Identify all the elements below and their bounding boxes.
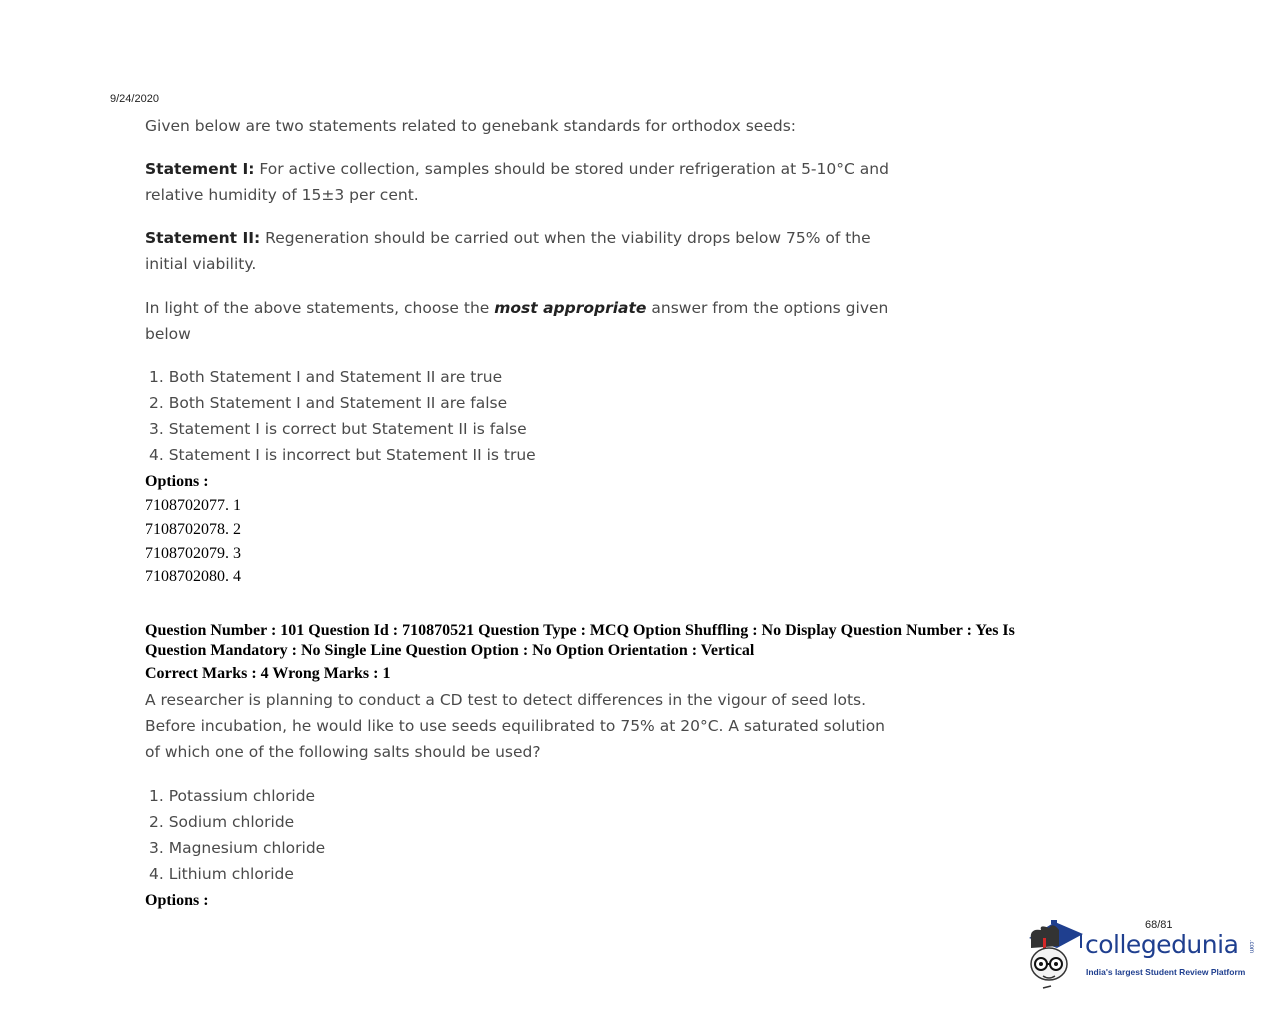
q101-choice-list: [149, 783, 325, 887]
meta-line: Question Number : 101 Question Id : 710870521 Question Type : MCQ Option Shuffling : No Display Question Number : Yes Is: [145, 622, 1015, 639]
q100-statement-1: [145, 156, 889, 208]
statement-2-label: Statement II:: [145, 229, 261, 247]
prompt-text-end: answer from the options given: [646, 299, 889, 317]
statement-2-text-cont: initial viability.: [145, 255, 257, 273]
mascot-icon: [1025, 918, 1085, 990]
list-item: 2. Both Statement I and Statement II are false: [149, 394, 508, 412]
question-line: A researcher is planning to conduct a CD test to detect differences in the vigour of seed lots.: [145, 691, 867, 709]
q100-options-list: [145, 494, 241, 589]
option-id: 7108702079. 3: [145, 544, 241, 562]
statement-1-text: For active collection, samples should be stored under refrigeration at 5-10°C and: [254, 160, 889, 178]
brand-tagline: India's largest Student Review Platform: [1086, 967, 1246, 977]
list-item: 3. Statement I is correct but Statement II is false: [149, 420, 527, 438]
brand-suffix: .com: [1248, 940, 1254, 954]
option-id: 7108702080. 4: [145, 568, 241, 586]
statement-2-text: Regeneration should be carried out when the viability drops below 75% of the: [260, 229, 871, 247]
list-item: 3. Magnesium chloride: [149, 839, 326, 857]
prompt-text-cont: below: [145, 325, 191, 343]
list-item: 1. Potassium chloride: [149, 787, 316, 805]
q100-statement-2: [145, 225, 871, 277]
list-item: 4. Statement I is incorrect but Statement II is true: [149, 446, 536, 464]
prompt-text: In light of the above statements, choose the: [145, 299, 495, 317]
q100-intro: Given below are two statements related to genebank standards for orthodox seeds:: [145, 117, 797, 135]
list-item: 4. Lithium chloride: [149, 865, 294, 883]
print-date: 9/24/2020: [110, 93, 159, 105]
prompt-emphasis: most appropriate: [494, 299, 647, 317]
q100-prompt: [145, 295, 888, 347]
list-item: 1. Both Statement I and Statement II are true: [149, 368, 503, 386]
q101-meta: [145, 621, 1145, 684]
page-number: 68/81: [1145, 919, 1173, 931]
marks-line: Correct Marks : 4 Wrong Marks : 1: [145, 665, 391, 682]
question-line: Before incubation, he would like to use seeds equilibrated to 75% at 20°C. A saturated solution: [145, 717, 886, 735]
option-id: 7108702078. 2: [145, 520, 241, 538]
option-id: 7108702077. 1: [145, 497, 241, 514]
list-item: 2. Sodium chloride: [149, 813, 295, 831]
q100-choice-list: [149, 364, 536, 468]
meta-line: Question Mandatory : No Single Line Question Option : No Option Orientation : Vertical: [145, 642, 755, 659]
brand-name: collegedunia: [1085, 930, 1239, 959]
statement-1-label: Statement I:: [145, 160, 255, 178]
collegedunia-logo: [1025, 918, 1255, 990]
question-line: of which one of the following salts should be used?: [145, 743, 541, 761]
q100-options-label: Options :: [145, 473, 209, 490]
statement-1-text-cont: relative humidity of 15±3 per cent.: [145, 186, 419, 204]
q101-options-label: Options :: [145, 892, 209, 909]
q101-question-text: [145, 687, 885, 765]
